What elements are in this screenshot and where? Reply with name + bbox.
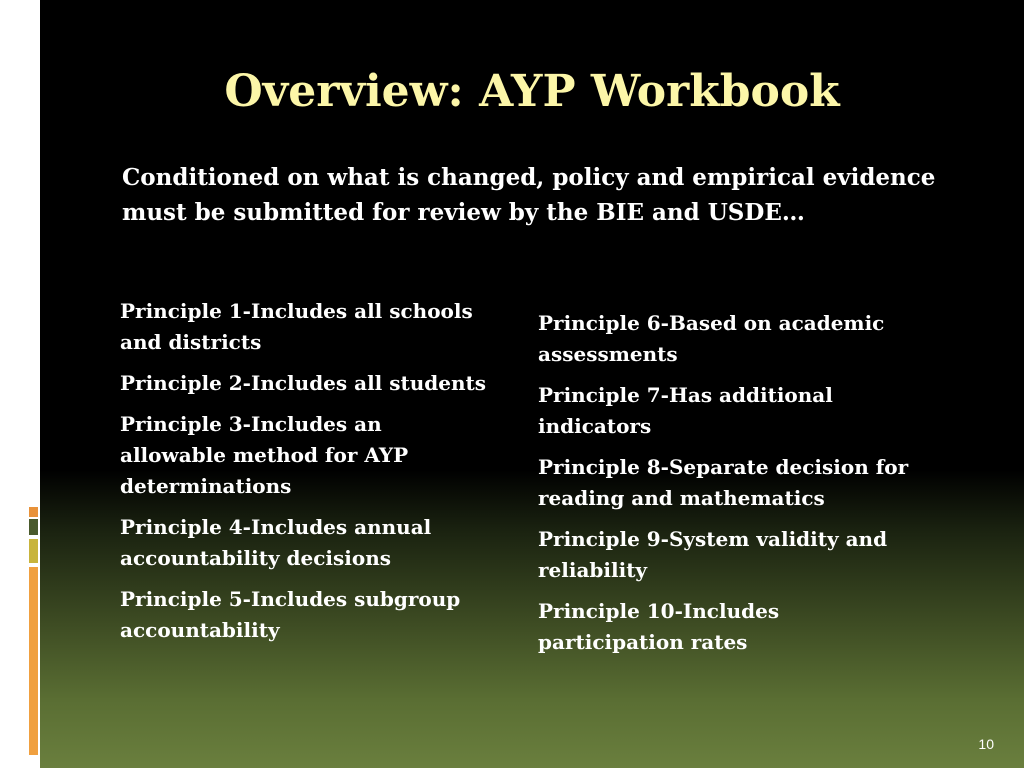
- page-number: 10: [978, 736, 994, 752]
- principle-item: Principle 8-Separate decision for reading and mathematics: [538, 455, 909, 510]
- principle-item: Principle 10-Includes participation rates: [538, 599, 780, 654]
- principle-item: Principle 3-Includes an allowable method for AYP determinations: [120, 412, 409, 498]
- intro-text: Conditioned on what is changed, policy and empirical evidence must be submitted for review by the BIE and USDE…: [122, 164, 936, 226]
- principle-item: Principle 6-Based on academic assessments: [538, 311, 885, 366]
- slide-title: Overview: AYP Workbook: [224, 66, 840, 117]
- principles-right-list: [538, 308, 918, 668]
- principle-item: Principle 5-Includes subgroup accountability: [120, 587, 461, 642]
- decorative-bar: [29, 567, 38, 755]
- decorative-bar: [29, 519, 38, 535]
- principle-item: Principle 7-Has additional indicators: [538, 383, 833, 438]
- principle-item: Principle 2-Includes all students: [120, 371, 487, 395]
- principle-item: Principle 9-System validity and reliability: [538, 527, 888, 582]
- principles-left-list: [120, 296, 490, 656]
- decorative-bar: [29, 539, 38, 563]
- decorative-bar: [29, 507, 38, 517]
- principle-item: Principle 4-Includes annual accountability decisions: [120, 515, 432, 570]
- principle-item: Principle 1-Includes all schools and districts: [120, 299, 473, 354]
